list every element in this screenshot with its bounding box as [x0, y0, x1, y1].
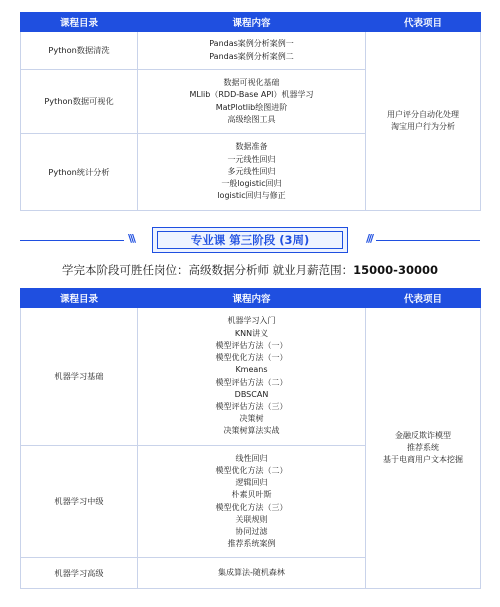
representative-projects — [366, 308, 481, 589]
project-item: 淘宝用户行为分析 — [391, 122, 455, 131]
course-content — [138, 446, 366, 558]
course-content — [138, 70, 366, 134]
course-category: 机器学习基础 — [21, 308, 138, 446]
content-item: 一般logistic回归 — [221, 179, 282, 189]
stage-title-inner — [157, 231, 343, 249]
header-content: 课程内容 — [138, 289, 366, 308]
content-item: 模型评估方法（三） — [215, 401, 288, 411]
content-item: 协同过滤 — [235, 526, 268, 536]
course-category: Python数据清洗 — [21, 32, 138, 70]
content-item: Pandas案例分析案例二 — [209, 51, 294, 61]
content-item: 高级绘图工具 — [227, 114, 276, 124]
stage-title: 专业课 第三阶段 (3周) — [190, 233, 310, 247]
banner-line-right — [376, 240, 480, 241]
course-table-stage-three — [20, 288, 481, 589]
content-item: 数据准备 — [235, 142, 268, 152]
course-category: Python数据可视化 — [21, 70, 138, 134]
content-item: logistic回归与修正 — [217, 191, 286, 201]
table-row — [21, 308, 481, 446]
table-row — [21, 32, 481, 70]
stage-title-box — [152, 227, 348, 253]
career-text: 学完本阶段可胜任岗位：高级数据分析师 就业月薪范围： — [62, 263, 354, 277]
course-content — [138, 558, 366, 589]
course-table-stage-two — [20, 12, 481, 211]
stage-banner — [20, 226, 480, 254]
course-category: 机器学习高级 — [21, 558, 138, 589]
course-category: Python统计分析 — [21, 134, 138, 211]
content-item: KNN讲义 — [234, 328, 269, 338]
content-item: 多元线性回归 — [227, 166, 276, 176]
content-item: 推荐系统案例 — [227, 539, 276, 549]
content-item: 决策树 — [239, 414, 264, 424]
content-item: 集成算法-随机森林 — [218, 567, 285, 577]
course-content — [138, 134, 366, 211]
representative-projects — [366, 32, 481, 211]
content-item: MatPlotlib绘图进阶 — [215, 102, 288, 112]
header-catalog: 课程目录 — [21, 289, 138, 308]
table-header-row — [21, 13, 481, 32]
banner-slash-right: /// — [365, 232, 372, 245]
table-header-row — [21, 289, 481, 308]
project-item: 金融反欺诈模型 — [395, 430, 451, 440]
content-item: 关联规则 — [235, 514, 268, 524]
content-item: 决策树算法实战 — [223, 426, 280, 436]
banner-line-left — [20, 240, 124, 241]
content-item: 模型优化方法（二） — [215, 465, 288, 475]
content-item: 逻辑回归 — [235, 478, 268, 488]
project-item: 基于电商用户文本挖掘 — [383, 455, 463, 465]
content-item: 机器学习入门 — [227, 316, 276, 326]
project-item: 推荐系统 — [407, 442, 439, 452]
content-item: 数据可视化基础 — [223, 78, 280, 88]
career-info — [0, 262, 500, 278]
content-item: 一元线性回归 — [227, 154, 276, 164]
project-item: 用户评分自动化处理 — [387, 109, 459, 119]
content-item: 朴素贝叶斯 — [231, 490, 272, 500]
header-project: 代表项目 — [366, 289, 481, 308]
content-item: Pandas案例分析案例一 — [209, 39, 294, 49]
content-item: MLlib（RDD-Base API）机器学习 — [189, 90, 314, 100]
content-item: 模型评估方法（一） — [215, 340, 288, 350]
course-category: 机器学习中级 — [21, 446, 138, 558]
course-content — [138, 308, 366, 446]
content-item: 线性回归 — [235, 453, 268, 463]
content-item: 模型优化方法（一） — [215, 353, 288, 363]
banner-slash-left: \\\ — [128, 232, 135, 245]
salary-range: 15000-30000 — [353, 263, 438, 277]
content-item: 模型优化方法（三） — [215, 502, 288, 512]
content-item: 模型评估方法（二） — [215, 377, 288, 387]
content-item: DBSCAN — [234, 389, 269, 399]
header-content: 课程内容 — [138, 13, 366, 32]
content-item: Kmeans — [235, 365, 268, 375]
course-content — [138, 32, 366, 70]
header-catalog: 课程目录 — [21, 13, 138, 32]
header-project: 代表项目 — [366, 13, 481, 32]
